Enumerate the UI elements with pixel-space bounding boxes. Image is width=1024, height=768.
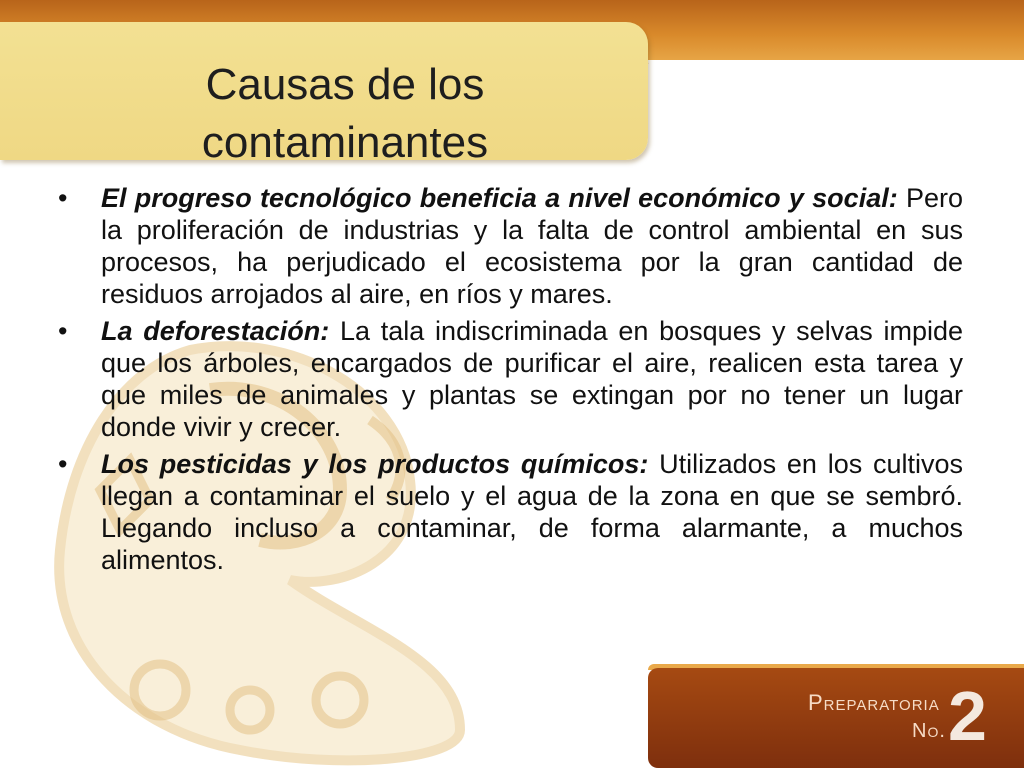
- bullet-item: [56, 448, 963, 576]
- bullet-marker: •: [58, 183, 68, 213]
- bullet-heading: La deforestación:: [101, 316, 330, 346]
- bullet-marker: •: [58, 316, 68, 346]
- slide-title: [110, 56, 580, 172]
- slide-title-line2: contaminantes: [201, 118, 489, 167]
- bullet-heading: Los pesticidas y los productos químicos:: [101, 449, 649, 479]
- bullet-item: [56, 182, 963, 310]
- brand-number: 2: [948, 677, 987, 755]
- bullet-text: Utilizados en los cultivos llegan a contaminar el suelo y el agua de la zona en que se sembró. Llegando incluso a contaminar, de forma alarmante, a muchos alimentos.: [101, 449, 963, 575]
- band-separator: [648, 60, 1024, 68]
- bullet-marker: •: [58, 449, 68, 479]
- brand-name: Preparatoria: [808, 690, 940, 715]
- slide-title-line1: Causas de los: [205, 60, 485, 109]
- bullet-list: [56, 182, 963, 581]
- bullet-heading: El progreso tecnológico beneficia a nivel económico y social:: [101, 183, 898, 213]
- brand-number-label: No.: [912, 720, 946, 742]
- bullet-text: Pero la proliferación de industrias y la falta de control ambiental en sus procesos, ha perjudicado el ecosistema por la gran cantidad de residuos arrojados al aire, en ríos y mares.: [101, 183, 963, 309]
- title-box: [0, 22, 648, 167]
- bullet-item: [56, 315, 963, 443]
- bullet-text: La tala indiscriminada en bosques y selvas impide que los árboles, encargados de purificar el aire, realicen esta tarea y que miles de animales y plantas se extingan por no tener un lugar donde vivir y crecer.: [101, 316, 963, 442]
